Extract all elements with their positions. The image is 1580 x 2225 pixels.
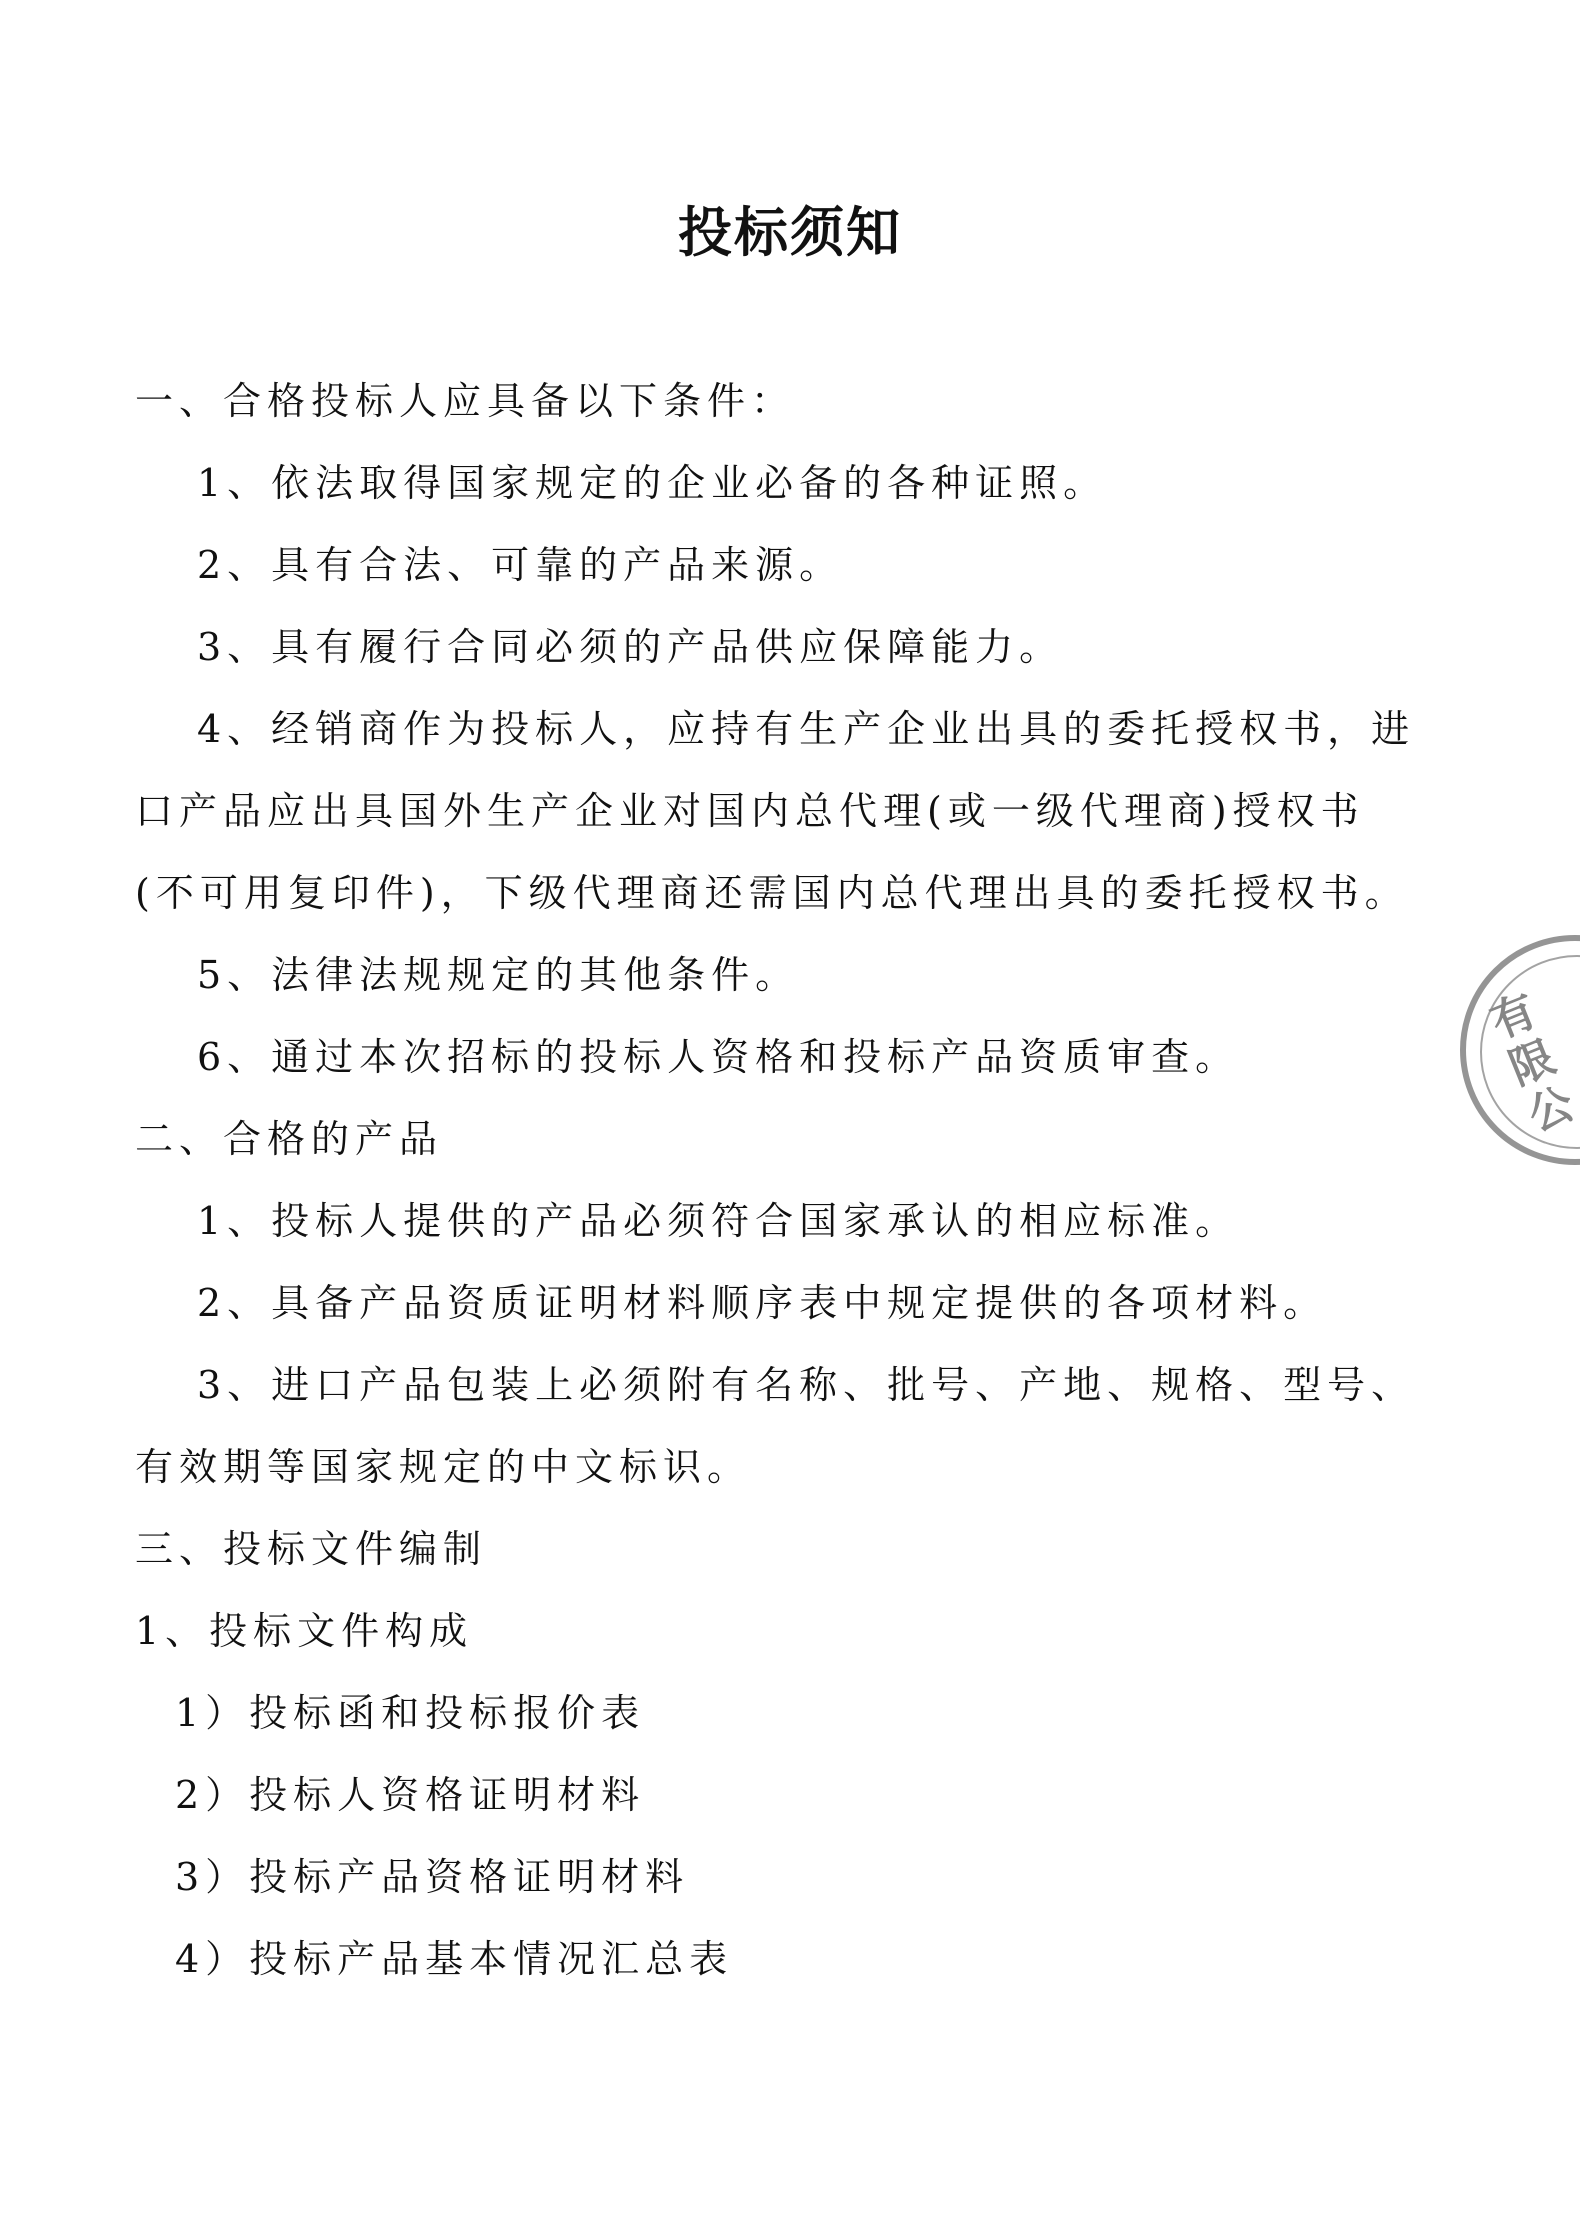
paragraph — [135, 688, 1425, 934]
page-title: 投标须知 — [678, 201, 902, 264]
list-item: 1）投标函和投标报价表 — [175, 1691, 646, 1735]
section-heading: 二、合格的产品 — [135, 1117, 444, 1161]
list-item: 3、具有履行合同必须的产品供应保障能力。 — [197, 625, 1064, 669]
list-item: 1、投标人提供的产品必须符合国家承认的相应标准。 — [197, 1199, 1240, 1243]
list-item: 5、法律法规规定的其他条件。 — [197, 953, 800, 997]
paragraph — [135, 1344, 1425, 1508]
list-item: 2、具有合法、可靠的产品来源。 — [197, 543, 844, 587]
list-item: 2）投标人资格证明材料 — [175, 1773, 646, 1817]
section-heading: 三、投标文件编制 — [135, 1527, 488, 1571]
section-heading: 一、合格投标人应具备以下条件： — [135, 379, 796, 423]
list-item: 1、依法取得国家规定的企业必备的各种证照。 — [197, 461, 1108, 505]
company-seal — [1460, 935, 1580, 1165]
list-item: 4）投标产品基本情况汇总表 — [175, 1937, 734, 1981]
list-item: 2、具备产品资质证明材料顺序表中规定提供的各项材料。 — [197, 1281, 1328, 1325]
list-item: 3）投标产品资格证明材料 — [175, 1855, 690, 1899]
document-body — [135, 360, 1425, 2000]
seal-text: 有限公 — [1476, 986, 1580, 1145]
list-item: 6、通过本次招标的投标人资格和投标产品资质审查。 — [197, 1035, 1240, 1079]
paragraph-text: 3、进口产品包装上必须附有名称、批号、产地、规格、型号、有效期等国家规定的中文标识。 — [135, 1363, 1416, 1489]
paragraph-text: 4、经销商作为投标人，应持有生产企业出具的委托授权书，进口产品应出具国外生产企业对国内总代理(或一级代理商)授权书(不可用复印件)，下级代理商还需国内总代理出具的委托授权书。 — [135, 707, 1416, 915]
subsection-heading: 1、投标文件构成 — [135, 1609, 474, 1653]
